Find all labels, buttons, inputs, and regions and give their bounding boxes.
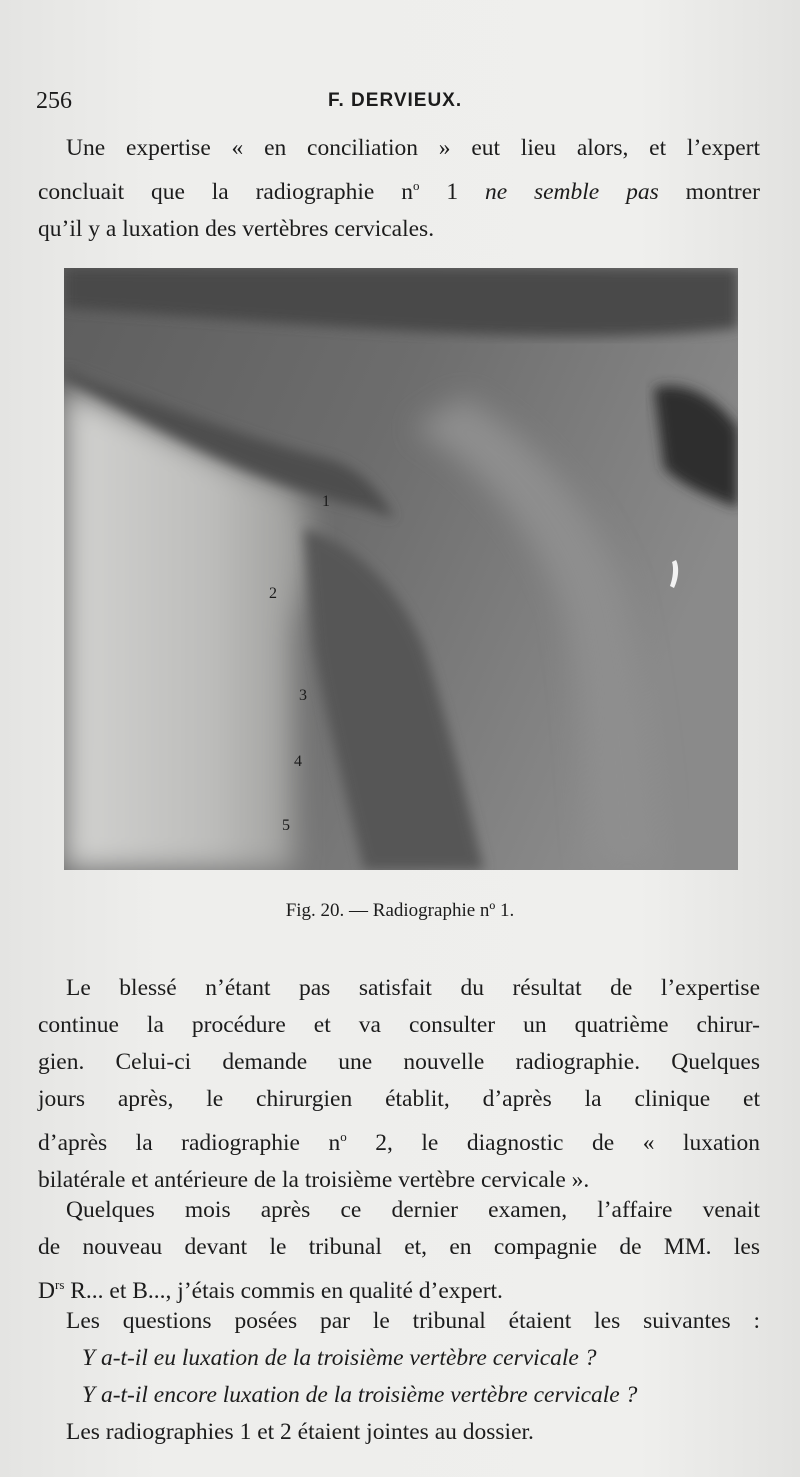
text-line: Les questions posées par le tribunal étaient les suivantes :: [66, 1308, 760, 1334]
vertebra-label-5: 5: [282, 817, 290, 834]
radiograph-image: [64, 268, 738, 870]
vertebra-label-4: 4: [294, 753, 302, 770]
text-line: Quelques mois après ce dernier examen, l’affaire venait: [66, 1197, 760, 1223]
text-line: concluait que la radiographie $n^o$ 1 ne semble pas montrer: [38, 178, 760, 205]
text-line: continue la procédure et va consulter un quatrième chirur-: [38, 1012, 760, 1038]
text-line: Une expertise « en conciliation » eut lieu alors, et l’expert: [66, 135, 760, 161]
text-line: de nouveau devant le tribunal et, en compagnie de MM. les: [38, 1234, 760, 1260]
page-header: [36, 88, 756, 118]
paragraph-procedure: [38, 970, 760, 1199]
vertebra-label-3: 3: [299, 687, 307, 704]
text-line: gien. Celui-ci demande une nouvelle radiographie. Quelques: [38, 1049, 760, 1075]
text-line: qu’il y a luxation des vertèbres cervicales.: [38, 215, 435, 242]
paragraph-questions: [38, 1303, 760, 1451]
vertebra-label-1: 1: [322, 493, 330, 510]
question-2: Y a-t-il encore luxation de la troisième vertèbre cervicale ?: [82, 1382, 638, 1408]
running-head: F. DERVIEUX.: [328, 90, 463, 111]
text-line: bilatérale et antérieure de la troisième vertèbre cervicale ».: [38, 1166, 590, 1193]
text-line: d’après la radiographie $n^o$ 2, le diagnostic de « luxation: [38, 1129, 760, 1156]
text-line: $D^{rs}$ R... et B..., j’étais commis en qualité d’expert.: [38, 1277, 503, 1304]
text-line: Le blessé n’étant pas satisfait du résultat de l’expertise: [66, 975, 760, 1001]
text-line: jours après, le chirurgien établit, d’après la clinique et: [38, 1086, 760, 1112]
radiograph-figure: [64, 268, 738, 870]
text-line: Les radiographies 1 et 2 étaient jointes au dossier.: [66, 1419, 534, 1445]
paragraph-expertise: [38, 130, 760, 248]
question-1: Y a-t-il eu luxation de la troisième vertèbre cervicale ?: [82, 1345, 597, 1371]
figure-caption: Fig. 20. — Radiographie nº 1.: [285, 900, 515, 921]
page-number: 256: [36, 88, 72, 114]
vertebra-label-2: 2: [269, 585, 277, 602]
paragraph-tribunal: [38, 1192, 760, 1310]
